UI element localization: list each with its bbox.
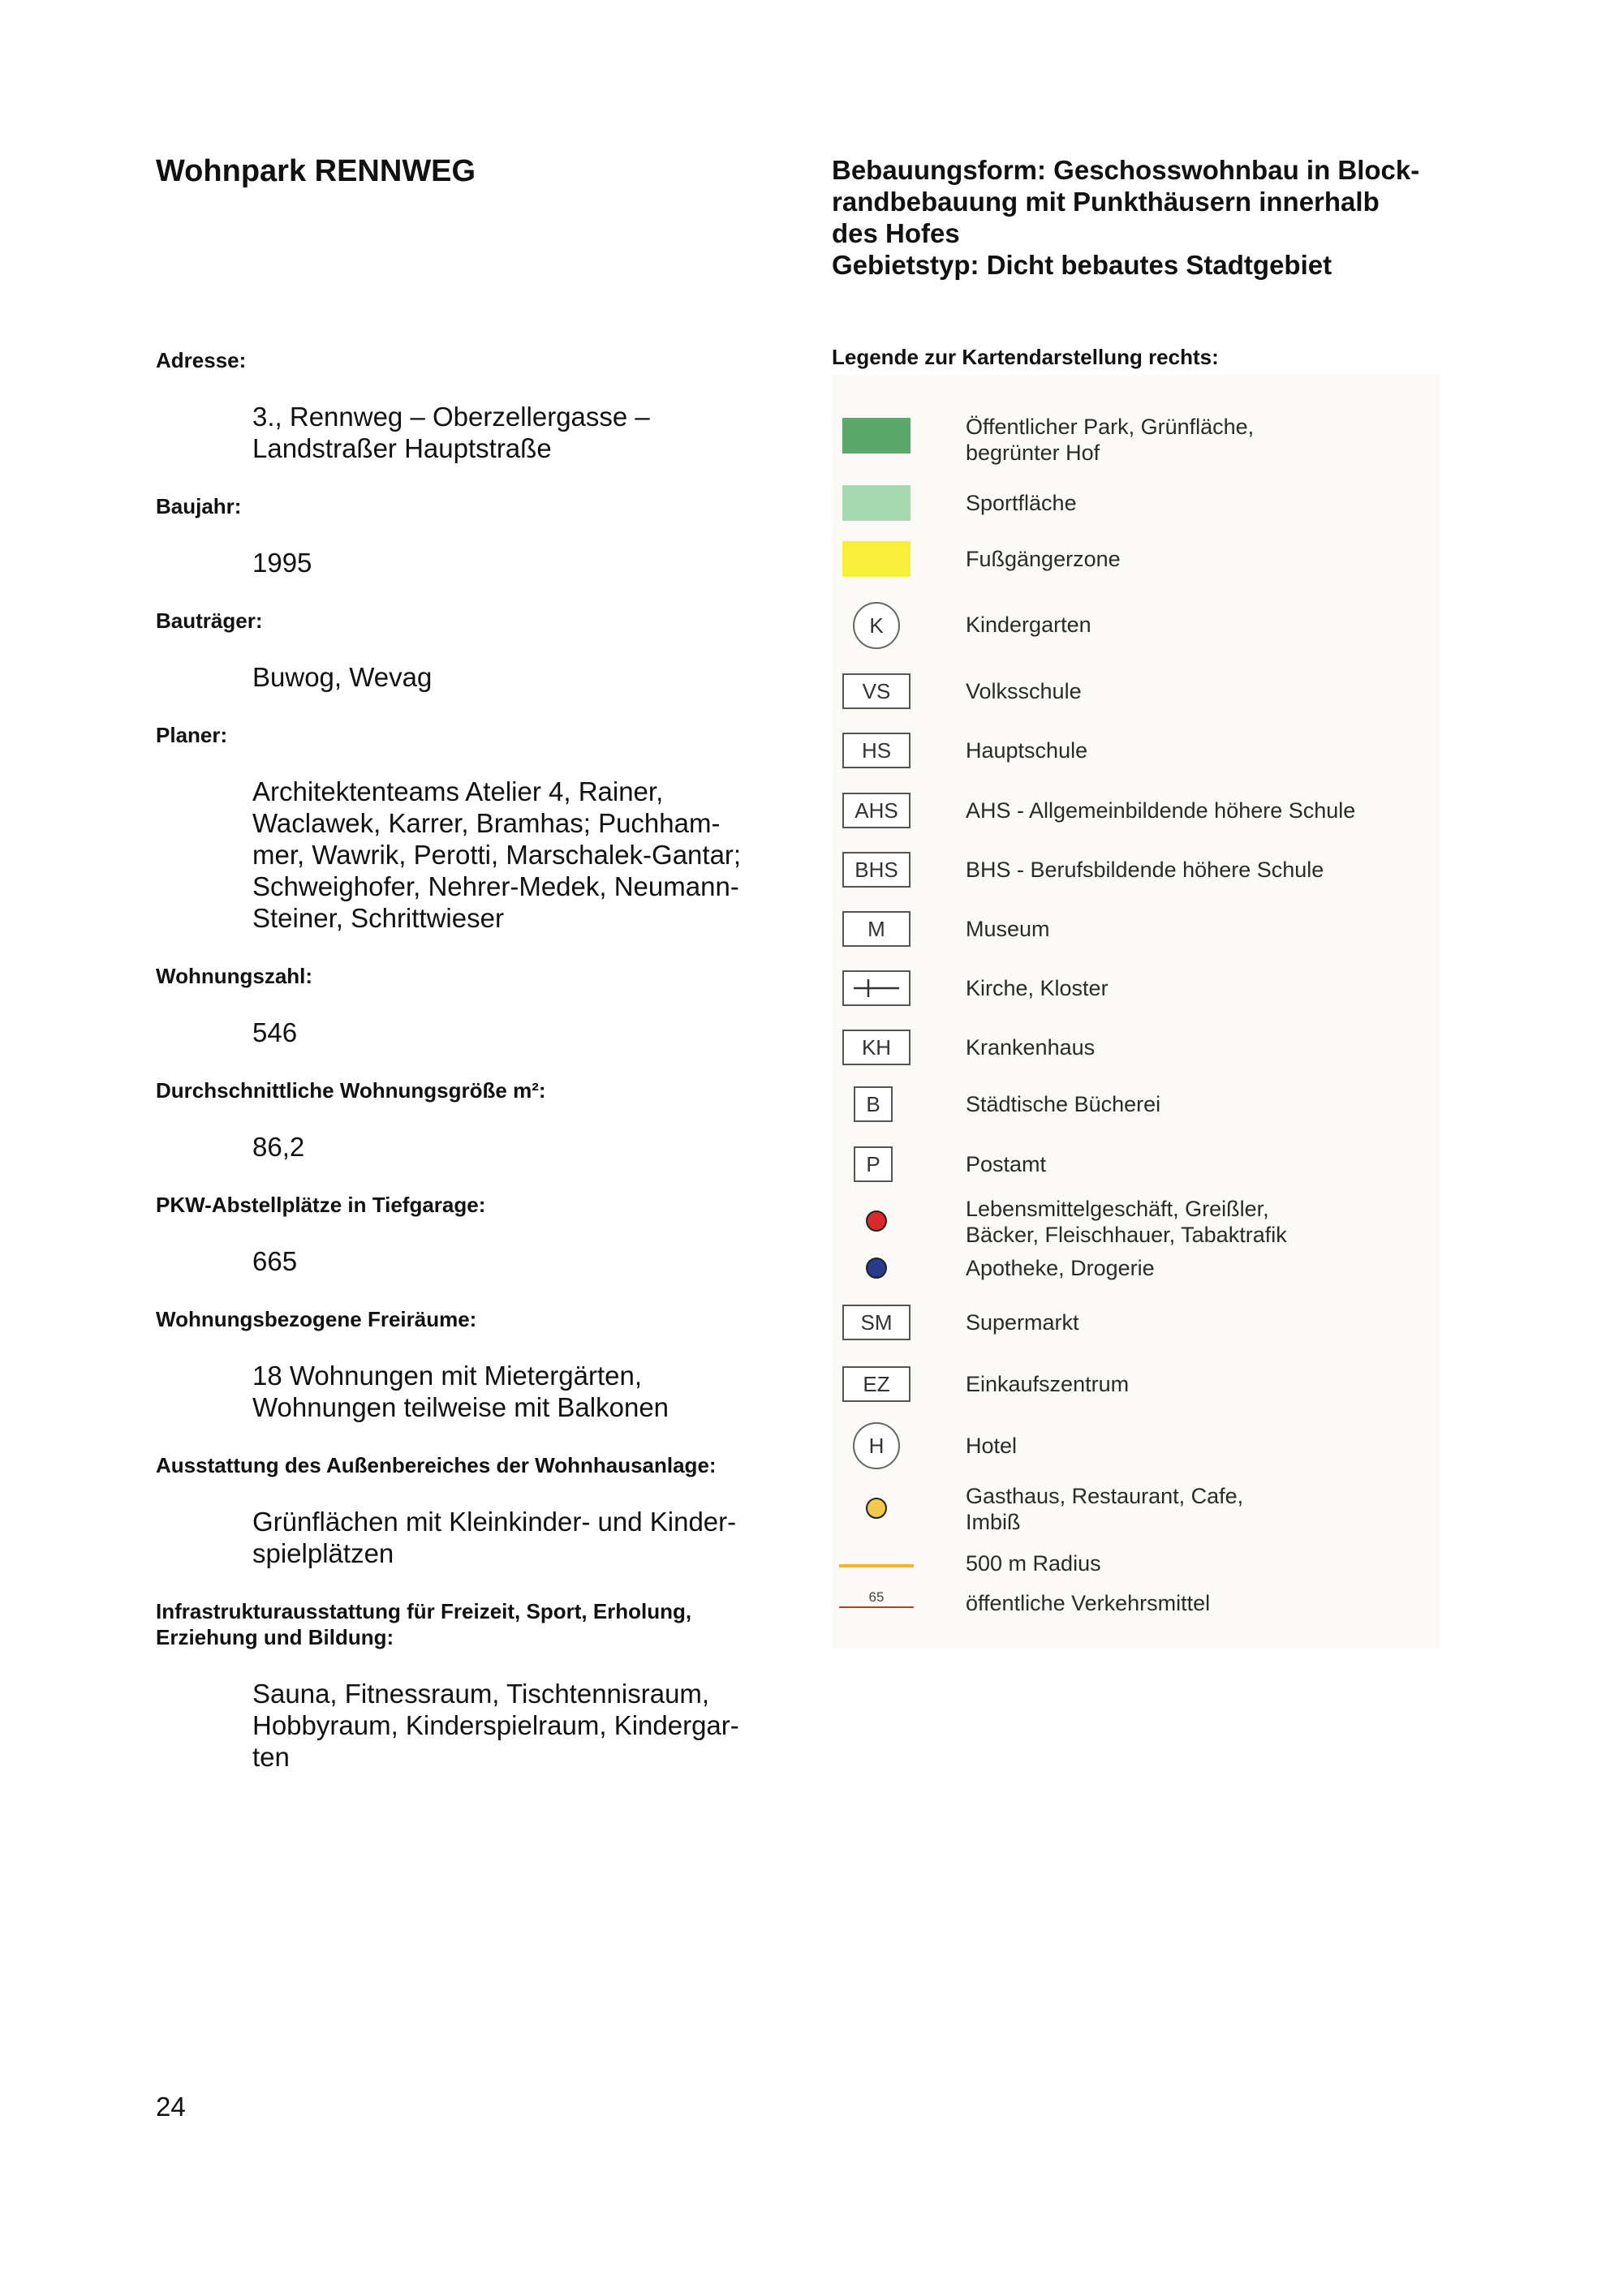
unit-count-value: 546 xyxy=(252,1017,298,1047)
parking-value: 665 xyxy=(252,1246,298,1276)
open-space-value: 18 Wohnungen mit Mietergärten, Wohnungen teilweise mit Balkonen xyxy=(252,1361,669,1422)
open-space-label: Wohnungsbezogene Freiräume: xyxy=(156,1307,477,1331)
address-value: 3., Rennweg – Oberzellergasse – Landstraßer Hauptstraße xyxy=(252,402,650,463)
hospital-icon: KH xyxy=(842,1030,911,1065)
area-type-line: Gebietstyp: Dicht bebautes Stadtgebiet xyxy=(832,250,1332,280)
cross-icon xyxy=(842,970,911,1006)
outdoor-equipment-value: Grünflächen mit Kleinkinder- und Kinder- spielplätzen xyxy=(252,1507,737,1568)
post-icon: P xyxy=(854,1146,893,1182)
form-line: des Hofes xyxy=(832,218,960,248)
planner-value: Architektenteams Atelier 4, Rainer, Waclawek, Karrer, Bramhas; Puchham- mer, Wawrik, Perotti, Marschalek-Gantar; Schweighofer, Nehrer-Medek, Neumann- Steiner, Schrittwieser xyxy=(252,776,742,933)
library-icon: B xyxy=(854,1086,893,1122)
sport-swatch xyxy=(842,485,911,521)
bhs-icon: BHS xyxy=(842,852,911,888)
pharmacy-dot-icon xyxy=(866,1258,887,1279)
year-value: 1995 xyxy=(252,548,312,578)
infrastructure-value: Sauna, Fitnessraum, Tischtennisraum, Hobbyraum, Kinderspielraum, Kindergar- ten xyxy=(252,1679,739,1772)
planner-label: Planer: xyxy=(156,723,228,747)
form-line: randbebauung mit Punkthäusern innerhalb xyxy=(832,187,1380,217)
museum-icon: M xyxy=(842,911,911,947)
page-number: 24 xyxy=(156,2092,186,2122)
address-label: Adresse: xyxy=(156,348,247,372)
avg-size-label: Durchschnittliche Wohnungsgröße m²: xyxy=(156,1078,546,1103)
infrastructure-label: Infrastrukturausstattung für Freizeit, Sport, Erholung, Erziehung und Bildung: xyxy=(156,1599,692,1649)
avg-size-value: 86,2 xyxy=(252,1132,305,1162)
gastro-dot-icon xyxy=(866,1498,887,1519)
park-swatch xyxy=(842,418,911,454)
volksschule-icon: VS xyxy=(842,673,911,709)
transit-line-number: 65 xyxy=(868,1589,885,1605)
building-form-block xyxy=(832,154,1481,281)
unit-count-label: Wohnungszahl: xyxy=(156,964,313,988)
transit-line-icon xyxy=(836,1605,917,1610)
parking-label: PKW-Abstellplätze in Tiefgarage: xyxy=(156,1193,486,1217)
legend-heading: Legende zur Kartendarstellung rechts: xyxy=(832,345,1219,369)
outdoor-equipment-label: Ausstattung des Außenbereiches der Wohnhausanlage: xyxy=(156,1453,717,1477)
radius-line-icon xyxy=(836,1563,917,1568)
pedestrian-swatch xyxy=(842,541,911,577)
developer-label: Bauträger: xyxy=(156,608,263,633)
hotel-icon: H xyxy=(853,1422,900,1469)
cross-icon-shape xyxy=(852,976,901,1000)
ahs-icon: AHS xyxy=(842,793,911,828)
hauptschule-icon: HS xyxy=(842,733,911,768)
mall-icon: EZ xyxy=(842,1366,911,1402)
kindergarten-icon: K xyxy=(853,602,900,649)
developer-value: Buwog, Wevag xyxy=(252,662,433,692)
form-line: Bebauungsform: Geschosswohnbau in Block- xyxy=(832,155,1420,185)
supermarket-icon: SM xyxy=(842,1305,911,1340)
page-title: Wohnpark RENNWEG xyxy=(156,154,476,188)
map-legend: Öffentlicher Park, Grünfläche, begrünter Hof Sportfläche Fußgängerzone K Kindergarten VS Volksschule HS Hauptschule AHS AHS - Allgemeinbildende höhere Schule BHS BHS - Berufsbildende höhere Schule M Museum Kirche, Kloster KH Krankenhaus B Städtische Bücherei P Postamt Lebensmittelgeschäft, Greißler, Bäcker, Fleischhauer, Tabaktrafik Apotheke, Drogerie SM Supermarkt EZ Einkaufszentrum H Hotel Gasthaus, Restaurant, Cafe, Imbiß 500 m Radius 65 öffentliche Verkehrsmittel xyxy=(832,375,1440,1649)
year-label: Baujahr: xyxy=(156,494,242,518)
facts-column xyxy=(156,347,773,1802)
grocery-dot-icon xyxy=(866,1210,887,1232)
